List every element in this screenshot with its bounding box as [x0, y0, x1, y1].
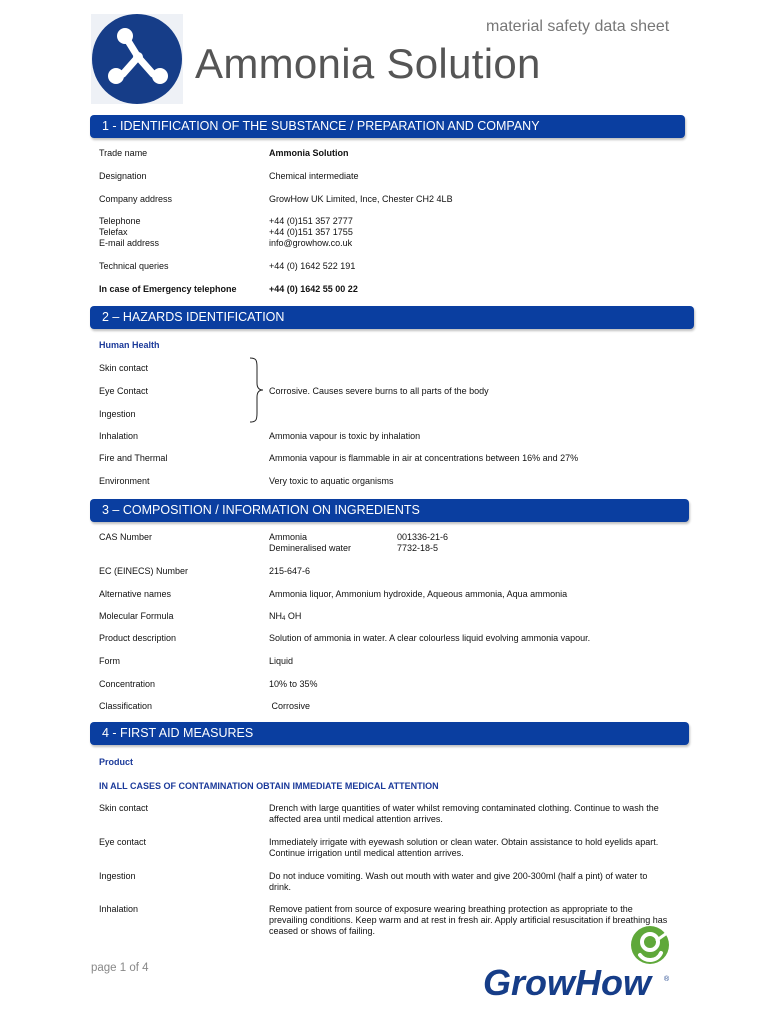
telefax-label: Telefax	[99, 227, 128, 237]
formula-subscript: 4	[282, 616, 286, 622]
concentration-label: Concentration	[99, 679, 156, 689]
growhow-wordmark: GrowHow	[483, 962, 651, 1003]
designation-label: Designation	[99, 171, 147, 181]
first-aid-ingestion-label: Ingestion	[99, 871, 136, 881]
telephone-value: +44 (0)151 357 2777	[269, 216, 353, 226]
medical-attention-warning: IN ALL CASES OF CONTAMINATION OBTAIN IMMEDIATE MEDICAL ATTENTION	[99, 781, 439, 791]
molecule-logo-icon	[91, 14, 183, 104]
inhalation-label: Inhalation	[99, 431, 139, 441]
telephone-label: Telephone	[99, 216, 141, 226]
page-number: page 1 of 4	[91, 962, 149, 974]
form-value: Liquid	[269, 656, 294, 666]
cas-ingredient-name: Demineralised water	[269, 543, 352, 553]
email-value[interactable]: info@growhow.co.uk	[269, 238, 353, 248]
corrosive-effect-value: Corrosive. Causes severe burns to all parts of the body	[269, 386, 489, 396]
section-1-heading: 1 - IDENTIFICATION OF THE SUBSTANCE / PREPARATION AND COMPANY	[90, 115, 685, 138]
inhalation-value: Ammonia vapour is toxic by inhalation	[269, 431, 421, 441]
formula-rest: OH	[285, 611, 302, 621]
emergency-telephone-label: In case of Emergency telephone	[99, 284, 237, 294]
trade-name-value: Ammonia Solution	[269, 148, 349, 158]
alternative-names-value: Ammonia liquor, Ammonium hydroxide, Aqueous ammonia, Aqua ammonia	[269, 589, 568, 599]
telefax-value: +44 (0)151 357 1755	[269, 227, 353, 237]
designation-value: Chemical intermediate	[269, 171, 359, 181]
document-title: Ammonia Solution	[195, 40, 541, 87]
eye-contact-label: Eye Contact	[99, 386, 149, 396]
fire-thermal-value: Ammonia vapour is flammable in air at concentrations between 16% and 27%	[269, 453, 579, 463]
section-2-heading: 2 – HAZARDS IDENTIFICATION	[90, 306, 694, 329]
first-aid-skin-value: Drench with large quantities of water whilst removing contaminated clothing. Continue to wash the affected area until medical attention arrives.	[269, 803, 659, 824]
cas-ingredient-number: 7732-18-5	[397, 543, 439, 553]
fire-thermal-label: Fire and Thermal	[99, 453, 168, 463]
email-label: E-mail address	[99, 238, 160, 248]
ingestion-label: Ingestion	[99, 409, 136, 419]
first-aid-inhalation-value: Remove patient from source of exposure wearing breathing protection as appropriate to the prevailing conditions. Keep warm and at rest in fresh air. Apply artificial resuscitation if breathing has ceased or shows of failing.	[269, 904, 668, 936]
product-description-label: Product description	[99, 633, 177, 643]
growhow-leaf-icon	[631, 926, 669, 964]
cas-number-label: CAS Number	[99, 532, 153, 542]
product-description-value: Solution of ammonia in water. A clear colourless liquid evolving ammonia vapour.	[269, 633, 591, 643]
classification-value: Corrosive	[269, 701, 311, 711]
first-aid-inhalation-label: Inhalation	[99, 904, 139, 914]
growhow-logo	[483, 925, 673, 1005]
molecular-formula-value	[269, 611, 669, 625]
environment-label: Environment	[99, 476, 150, 486]
company-address-label: Company address	[99, 194, 173, 204]
first-aid-ingestion-value: Do not induce vomiting. Wash out mouth with water and give 200-300ml (half a pint) of water to drink.	[269, 871, 648, 892]
cas-ingredient-name: Ammonia	[269, 532, 308, 542]
trade-name-label: Trade name	[99, 148, 148, 158]
skin-contact-label: Skin contact	[99, 363, 149, 373]
first-aid-skin-label: Skin contact	[99, 803, 149, 813]
technical-queries-label: Technical queries	[99, 261, 169, 271]
company-address-value: GrowHow UK Limited, Ince, Chester CH2 4LB	[269, 194, 453, 204]
alternative-names-label: Alternative names	[99, 589, 172, 599]
classification-label: Classification	[99, 701, 153, 711]
formula-base: NH	[269, 611, 282, 621]
emergency-telephone-value: +44 (0) 1642 55 00 22	[269, 284, 358, 294]
registered-mark: ®	[664, 976, 670, 983]
form-label: Form	[99, 656, 120, 666]
curly-brace-icon	[248, 357, 266, 423]
first-aid-eye-value: Immediately irrigate with eyewash solution or clean water. Obtain assistance to hold eyelids apart. Continue irrigation until medical attention arrives.	[269, 837, 659, 858]
document-type: material safety data sheet	[486, 18, 670, 35]
ec-number-label: EC (EINECS) Number	[99, 566, 189, 576]
technical-queries-value: +44 (0) 1642 522 191	[269, 261, 356, 271]
concentration-value: 10% to 35%	[269, 679, 318, 689]
molecular-formula-label: Molecular Formula	[99, 611, 174, 621]
cas-ingredient-number: 001336-21-6	[397, 532, 449, 542]
product-subheading: Product	[99, 757, 134, 767]
section-4-heading: 4 - FIRST AID MEASURES	[90, 722, 689, 745]
ec-number-value: 215-647-6	[269, 566, 311, 576]
first-aid-eye-label: Eye contact	[99, 837, 147, 847]
human-health-subheading: Human Health	[99, 340, 160, 350]
environment-value: Very toxic to aquatic organisms	[269, 476, 394, 486]
section-3-heading: 3 – COMPOSITION / INFORMATION ON INGREDIENTS	[90, 499, 689, 522]
